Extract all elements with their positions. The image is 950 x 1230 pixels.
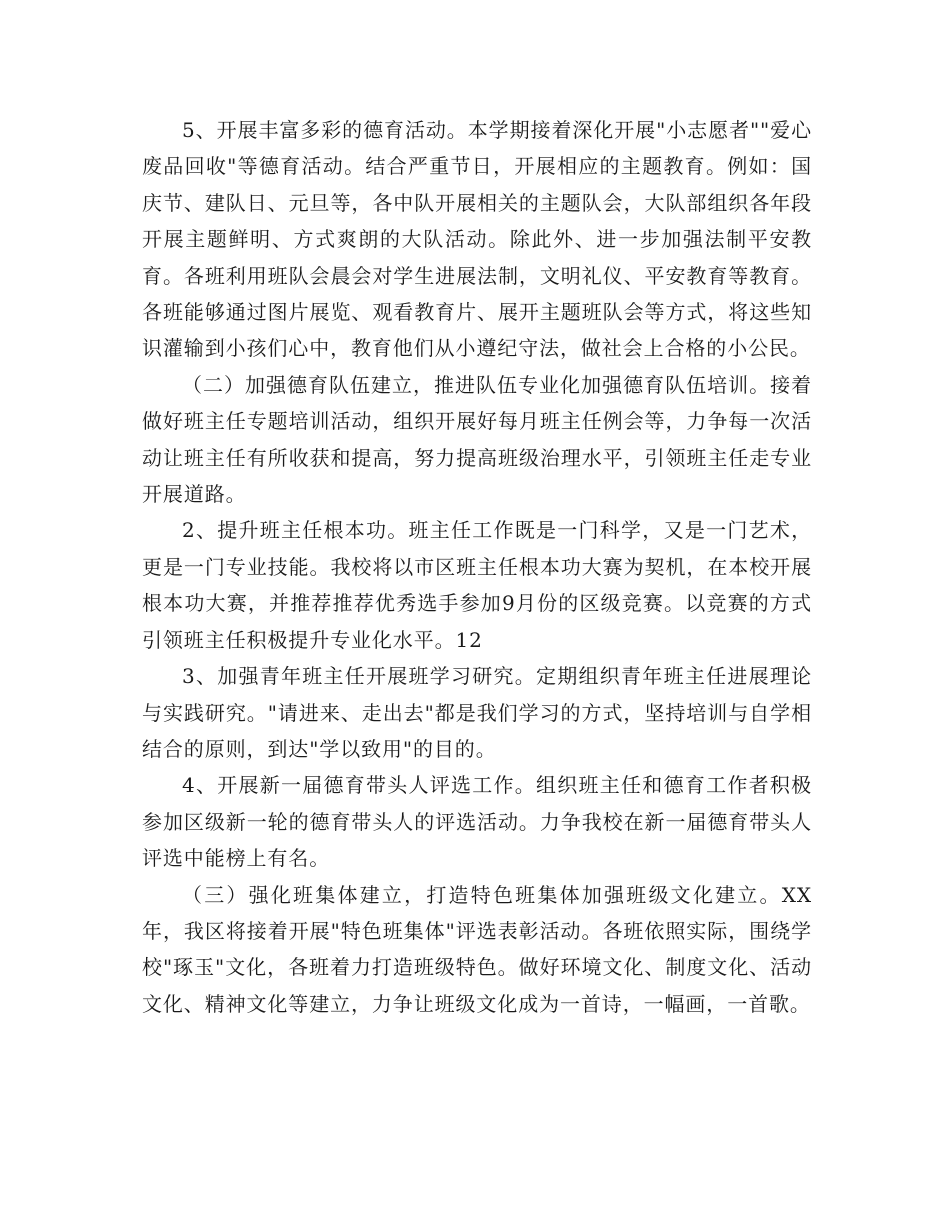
paragraph-moral-team: （二）加强德育队伍建立，推进队伍专业化加强德育队伍培训。接着做好班主任专题培训活动，组织开展好每月班主任例会等，力争每一次活动让班主任有所收获和提高，努力提高班级治理水平，引领班主任走专业开展道路。 <box>142 372 812 507</box>
paragraph-moral-activities: 5、开展丰富多彩的德育活动。本学期接着深化开展"小志愿者""爱心废品回收"等德育活动。结合严重节日，开展相应的主题教育。例如：国庆节、建队日、元旦等，各中队开展相关的主题队会，大队部组织各年段开展主题鲜明、方式爽朗的大队活动。除此外、进一步加强法制平安教育。各班利用班队会晨会对学生进展法制，文明礼仪、平安教育等教育。各班能够通过图片展览、观看教育片、展开主题班队会等方式，将这些知识灌输到小孩们心中，教育他们从小遵纪守法，做社会上合格的小公民。 <box>142 118 812 361</box>
paragraph-leader-selection: 4、开展新一届德育带头人评选工作。组织班主任和德育工作者积极参加区级新一轮的德育带头人的评选活动。力争我校在新一届德育带头人评选中能榜上有名。 <box>142 773 812 871</box>
document-body <box>142 112 812 1022</box>
paragraph-basic-skills: 2、提升班主任根本功。班主任工作既是一门科学，又是一门艺术，更是一门专业技能。我校将以市区班主任根本功大赛为契机，在本校开展根本功大赛，并推荐推荐优秀选手参加9月份的区级竞赛。以竞赛的方式引领班主任积极提升专业化水平。12 <box>142 518 812 652</box>
paragraph-young-teachers: 3、加强青年班主任开展班学习研究。定期组织青年班主任进展理论与实践研究。"请进来、走出去"都是我们学习的方式，坚持培训与自学相结合的原则，到达"学以致用"的目的。 <box>142 664 812 761</box>
paragraph-class-culture: （三）强化班集体建立，打造特色班集体加强班级文化建立。XX年，我区将接着开展"特色班集体"评选表彰活动。各班依照实际，围绕学校"琢玉"文化，各班着力打造班级特色。做好环境文化、制度文化、活动文化、精神文化等建立，力争让班级文化成为一首诗，一幅画，一首歌。 <box>142 882 812 1016</box>
